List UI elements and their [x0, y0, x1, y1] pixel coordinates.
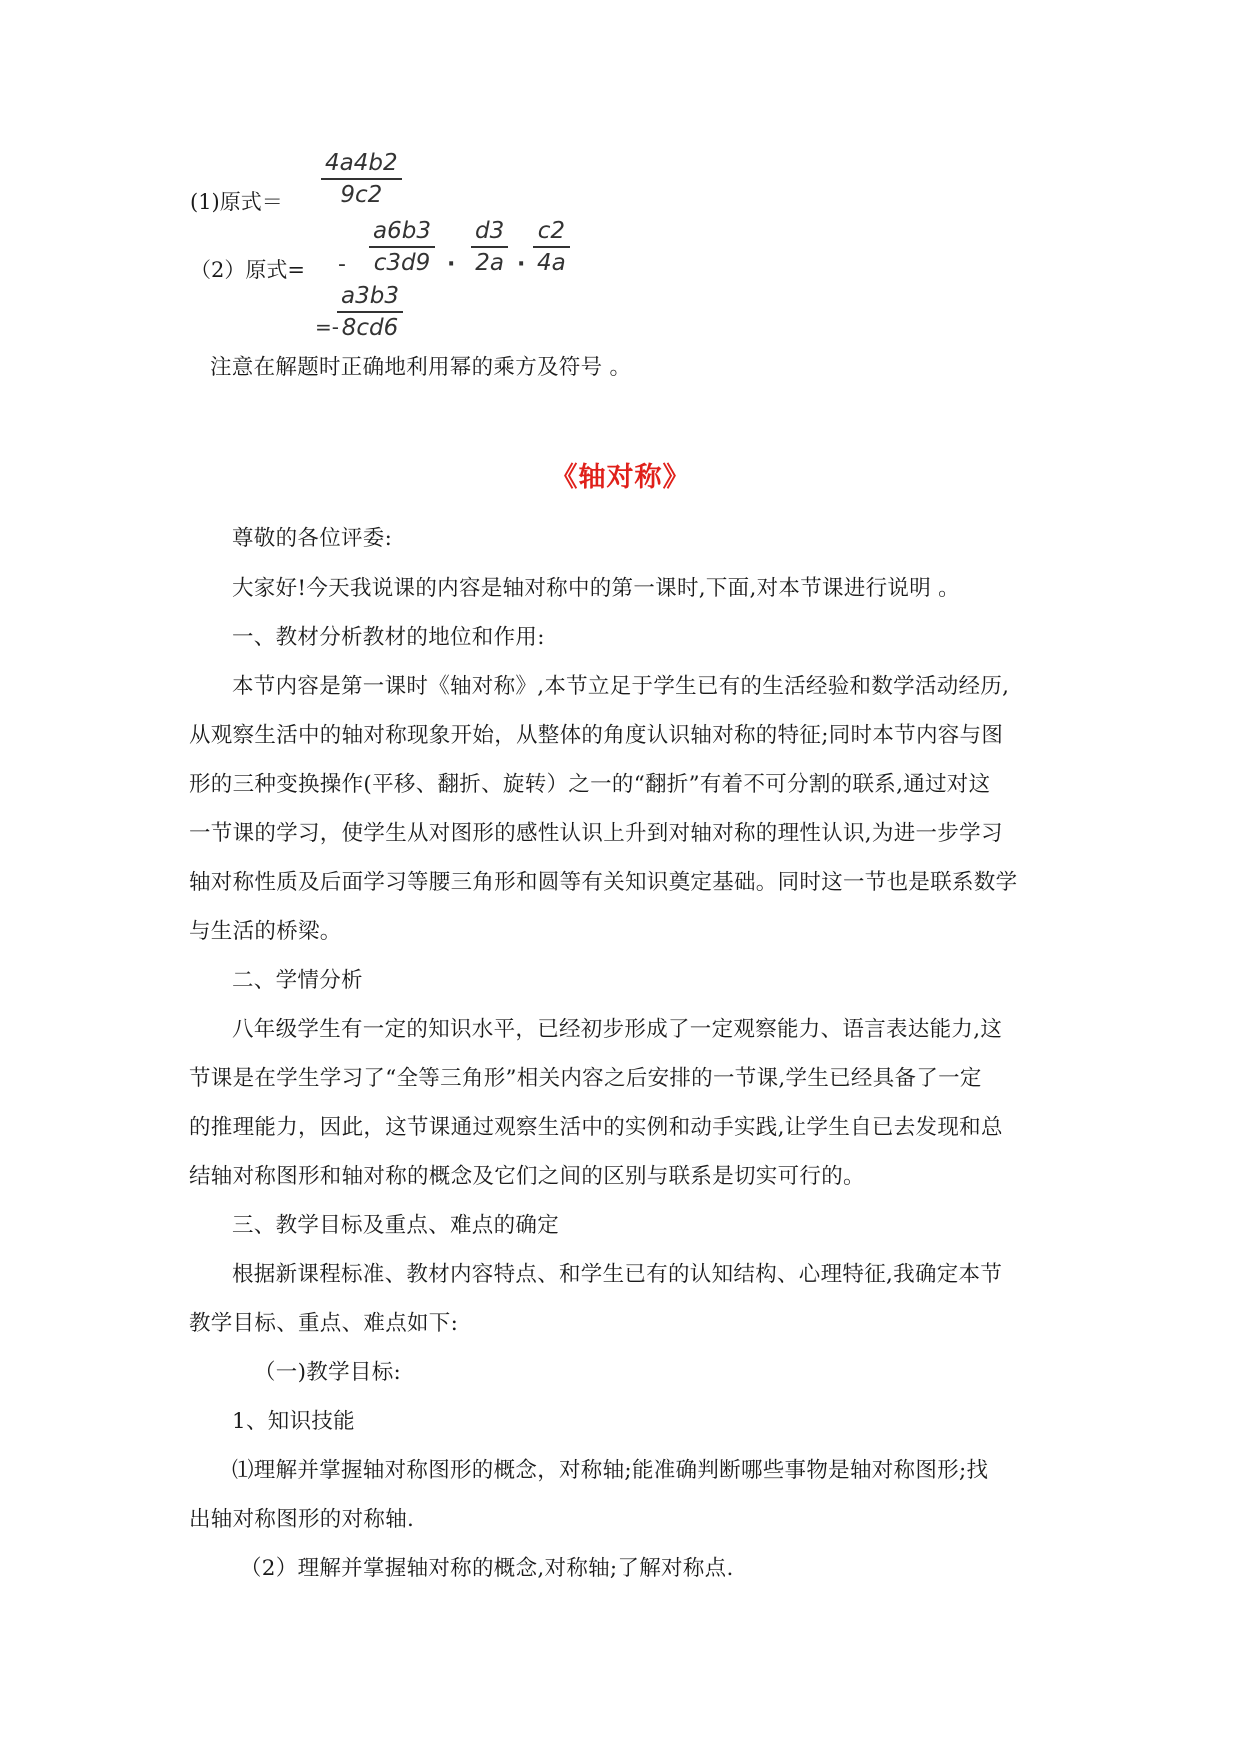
body-line: 三、教学目标及重点、难点的确定 [232, 1213, 560, 1238]
fraction-denominator: c3d9 [373, 250, 431, 276]
fraction-numerator: c2 [537, 218, 565, 244]
body-line: 大家好!今天我说课的内容是轴对称中的第一课时,下面,对本节课进行说明 。 [232, 576, 960, 601]
fraction-numerator: a6b3 [373, 218, 431, 244]
formula-2-term-3 [533, 218, 570, 277]
body-line: 从观察生活中的轴对称现象开始，从整体的角度认识轴对称的特征;同时本节内容与图 [189, 723, 1004, 748]
fraction-numerator: 4a4b2 [325, 150, 398, 176]
body-line: ⑴理解并掌握轴对称图形的概念，对称轴;能准确判断哪些事物是轴对称图形;找 [232, 1458, 989, 1483]
formula-2-minus: - [338, 252, 346, 277]
body-line: 二、学情分析 [232, 968, 363, 993]
formula-2-label: （2）原式= [190, 258, 305, 282]
formula-1-fraction [321, 150, 402, 209]
fraction-numerator: d3 [475, 218, 505, 244]
body-line: 1、知识技能 [232, 1409, 355, 1434]
body-line: 出轴对称图形的对称轴. [189, 1507, 415, 1532]
fraction-denominator: 4a [537, 250, 566, 276]
body-line: 尊敬的各位评委: [232, 526, 393, 551]
body-line: 的推理能力，因此，这节课通过观察生活中的实例和动手实践,让学生自已去发现和总 [189, 1115, 1003, 1140]
body-line: 根据新课程标准、教材内容特点、和学生已有的认知结构、心理特征,我确定本节 [232, 1262, 1003, 1287]
fraction-bar [471, 246, 508, 248]
formula-3-fraction [337, 283, 403, 342]
body-line: 节课是在学生学习了“全等三角形”相关内容之后安排的一节课,学生已经具备了一定 [189, 1066, 982, 1091]
formula-2-dot-2: · [517, 252, 526, 277]
formula-1-label: (1)原式＝ [190, 190, 283, 214]
body-line: 轴对称性质及后面学习等腰三角形和圆等有关知识奠定基础。同时这一节也是联系数学 [189, 870, 1018, 895]
body-line: 与生活的桥梁。 [189, 919, 342, 944]
body-line: 一、教材分析教材的地位和作用: [232, 625, 545, 650]
body-line: 一节课的学习，使学生从对图形的感性认识上升到对轴对称的理性认识,为进一步学习 [189, 821, 1003, 846]
body-line: 教学目标、重点、难点如下: [189, 1311, 459, 1336]
formula-3-prefix: =- [315, 315, 339, 339]
fraction-bar [337, 311, 403, 313]
formula-2-term-1 [369, 218, 435, 277]
body-line: 形的三种变换操作(平移、翻折、旋转）之一的“翻折”有着不可分割的联系,通过对这 [189, 772, 991, 797]
fraction-bar [321, 178, 402, 180]
formula-2-term-2 [471, 218, 508, 277]
fraction-numerator: a3b3 [341, 283, 399, 309]
document-title: 《轴对称》 [550, 462, 691, 493]
body-line: 结轴对称图形和轴对称的概念及它们之间的区别与联系是切实可行的。 [189, 1164, 865, 1189]
fraction-denominator: 8cd6 [341, 315, 399, 341]
fraction-bar [533, 246, 570, 248]
body-line: 八年级学生有一定的知识水平，已经初步形成了一定观察能力、语言表达能力,这 [232, 1017, 1003, 1042]
fraction-denominator: 9c2 [340, 182, 383, 208]
body-line: 本节内容是第一课时《轴对称》,本节立足于学生已有的生活经验和数学活动经历, [232, 674, 1010, 699]
note-text: 注意在解题时正确地利用幂的乘方及符号 。 [210, 355, 632, 380]
fraction-bar [369, 246, 435, 248]
body-line: （2）理解并掌握轴对称的概念,对称轴;了解对称点. [240, 1556, 734, 1581]
formula-2-dot-1: · [447, 252, 456, 277]
fraction-denominator: 2a [475, 250, 504, 276]
body-line: （一)教学目标: [254, 1360, 402, 1385]
